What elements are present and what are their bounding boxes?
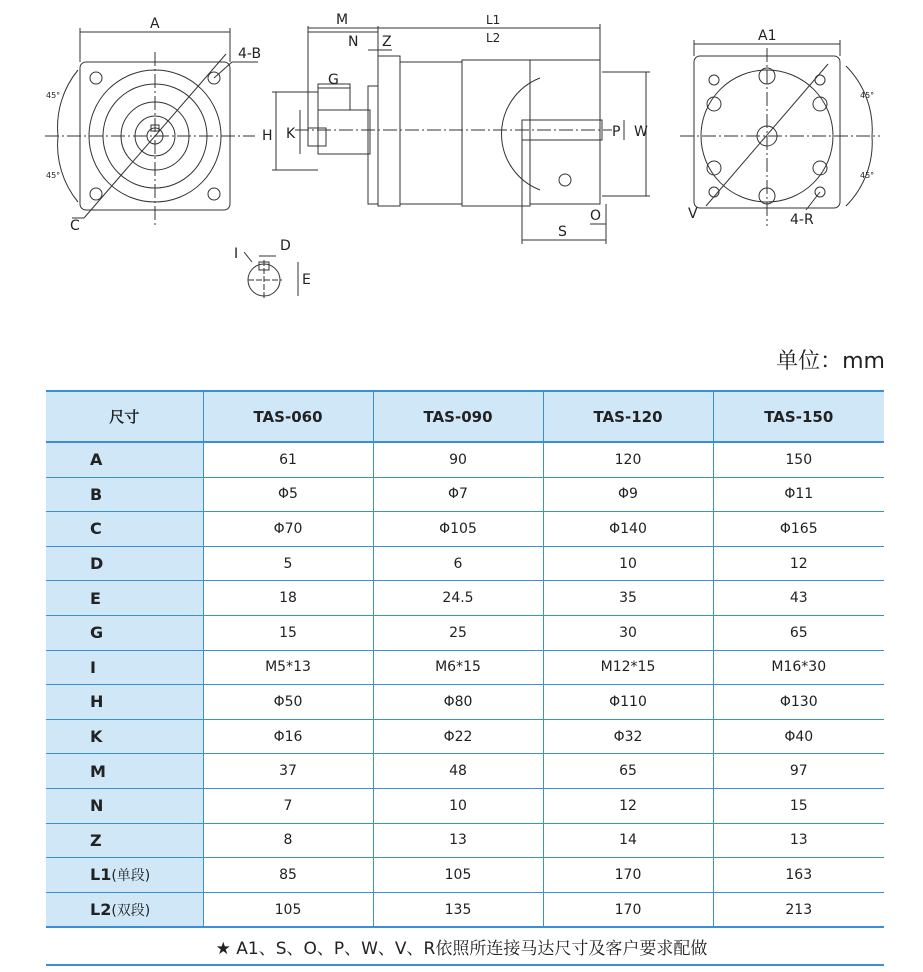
table-cell: 12 [543, 788, 713, 823]
table-header-row [46, 391, 884, 442]
row-label [46, 754, 203, 789]
front-view-output [45, 28, 258, 225]
table-cell: 10 [373, 788, 543, 823]
label-L1: L1 [486, 13, 501, 27]
row-label [46, 581, 203, 616]
table-cell: 18 [203, 581, 373, 616]
label-S: S [558, 224, 567, 240]
row-label-sub: (双段) [111, 902, 151, 919]
table-cell: 170 [543, 892, 713, 927]
row-label [46, 442, 203, 477]
table-row [46, 823, 884, 858]
spec-table [46, 390, 884, 928]
label-M: M [336, 12, 349, 28]
table-cell: 105 [373, 858, 543, 893]
table-cell: Φ40 [713, 719, 884, 754]
table-cell: Φ16 [203, 719, 373, 754]
header-tas-090: TAS-090 [373, 391, 543, 442]
table-cell: Φ5 [203, 477, 373, 512]
row-label [46, 512, 203, 547]
table-cell: 213 [713, 892, 884, 927]
label-L2: L2 [486, 31, 501, 45]
table-row [46, 754, 884, 789]
label-A1: A1 [758, 28, 777, 44]
table-cell: 15 [203, 615, 373, 650]
label-angle-2: 45° [46, 171, 61, 180]
label-Z: Z [382, 34, 392, 50]
table-row [46, 719, 884, 754]
table-cell: 30 [543, 615, 713, 650]
table-cell: Φ11 [713, 477, 884, 512]
label-angle-3: 45° [860, 91, 875, 100]
header-dimension: 尺寸 [46, 391, 203, 442]
table-cell: Φ70 [203, 512, 373, 547]
label-angle-4: 45° [860, 171, 875, 180]
table-cell: 5 [203, 546, 373, 581]
table-cell: M6*15 [373, 650, 543, 685]
row-label-main: L1 [90, 864, 112, 884]
row-label [46, 477, 203, 512]
table-cell: 35 [543, 581, 713, 616]
table-row [46, 512, 884, 547]
row-label-main: H [90, 692, 104, 712]
row-label-main: M [90, 761, 106, 781]
table-cell: Φ7 [373, 477, 543, 512]
table-cell: 85 [203, 858, 373, 893]
table-cell: 7 [203, 788, 373, 823]
table-cell: Φ165 [713, 512, 884, 547]
row-label-sub: (单段) [111, 867, 151, 884]
row-label-main: D [90, 554, 104, 574]
footer-divider [46, 964, 884, 966]
label-P: P [612, 124, 621, 140]
label-4B: 4-B [238, 46, 262, 62]
row-label-main: I [90, 657, 96, 677]
table-cell: M12*15 [543, 650, 713, 685]
table-cell: 6 [373, 546, 543, 581]
table-cell: M16*30 [713, 650, 884, 685]
table-cell: 61 [203, 442, 373, 477]
header-tas-150: TAS-150 [713, 391, 884, 442]
table-cell: 135 [373, 892, 543, 927]
table-cell: 43 [713, 581, 884, 616]
row-label [46, 650, 203, 685]
table-cell: Φ9 [543, 477, 713, 512]
row-label-main: G [90, 623, 104, 643]
label-H: H [262, 128, 273, 144]
table-cell: 105 [203, 892, 373, 927]
label-G: G [328, 72, 339, 88]
table-cell: 12 [713, 546, 884, 581]
label-angle-1: 45° [46, 91, 61, 100]
table-row [46, 442, 884, 477]
table-cell: 90 [373, 442, 543, 477]
label-E: E [302, 272, 311, 288]
row-label [46, 892, 203, 927]
row-label [46, 615, 203, 650]
table-cell: 13 [373, 823, 543, 858]
table-cell: Φ22 [373, 719, 543, 754]
table-row [46, 546, 884, 581]
table-row [46, 858, 884, 893]
row-label-main: C [90, 519, 102, 539]
label-O: O [590, 208, 602, 224]
table-cell: 24.5 [373, 581, 543, 616]
row-label [46, 685, 203, 720]
table-row [46, 788, 884, 823]
label-A: A [150, 16, 160, 32]
label-C: C [70, 218, 80, 234]
table-cell: 15 [713, 788, 884, 823]
row-label [46, 788, 203, 823]
unit-label: 单位：mm [776, 349, 885, 374]
row-label [46, 858, 203, 893]
table-row [46, 685, 884, 720]
row-label-main: L2 [90, 899, 112, 919]
label-W: W [634, 124, 648, 140]
front-view-input [680, 40, 880, 226]
table-cell: 37 [203, 754, 373, 789]
label-N: N [348, 34, 359, 50]
table-cell: 120 [543, 442, 713, 477]
table-cell: Φ32 [543, 719, 713, 754]
table-cell: 163 [713, 858, 884, 893]
table-cell: 10 [543, 546, 713, 581]
header-tas-060: TAS-060 [203, 391, 373, 442]
table-cell: 14 [543, 823, 713, 858]
row-label [46, 823, 203, 858]
footnote: ★ A1、S、O、P、W、V、R依照所连接马达尺寸及客户要求配做 [215, 939, 708, 959]
row-label-main: A [90, 450, 103, 470]
row-label-main: N [90, 796, 104, 816]
table-row [46, 615, 884, 650]
row-label-main: E [90, 588, 101, 608]
table-cell: Φ105 [373, 512, 543, 547]
label-K: K [286, 126, 296, 142]
table-row [46, 477, 884, 512]
label-D: D [280, 238, 291, 254]
table-cell: Φ130 [713, 685, 884, 720]
label-V: V [688, 206, 698, 222]
row-label-main: B [90, 484, 103, 504]
table-cell: 48 [373, 754, 543, 789]
shaft-section-view [244, 252, 298, 300]
label-4R: 4-R [790, 212, 814, 228]
table-cell: 25 [373, 615, 543, 650]
label-I: I [234, 246, 239, 262]
table-row [46, 892, 884, 927]
table-cell: 13 [713, 823, 884, 858]
row-label-main: Z [90, 830, 102, 850]
table-cell: 97 [713, 754, 884, 789]
row-label [46, 546, 203, 581]
row-label [46, 719, 203, 754]
table-cell: Φ110 [543, 685, 713, 720]
table-cell: 65 [543, 754, 713, 789]
table-cell: 170 [543, 858, 713, 893]
header-tas-120: TAS-120 [543, 391, 713, 442]
table-row [46, 650, 884, 685]
row-label-main: K [90, 727, 103, 747]
table-row [46, 581, 884, 616]
table-cell: M5*13 [203, 650, 373, 685]
table-cell: Φ50 [203, 685, 373, 720]
table-cell: 150 [713, 442, 884, 477]
dimension-drawing [0, 0, 923, 320]
table-cell: Φ80 [373, 685, 543, 720]
table-cell: 8 [203, 823, 373, 858]
table-cell: 65 [713, 615, 884, 650]
table-cell: Φ140 [543, 512, 713, 547]
